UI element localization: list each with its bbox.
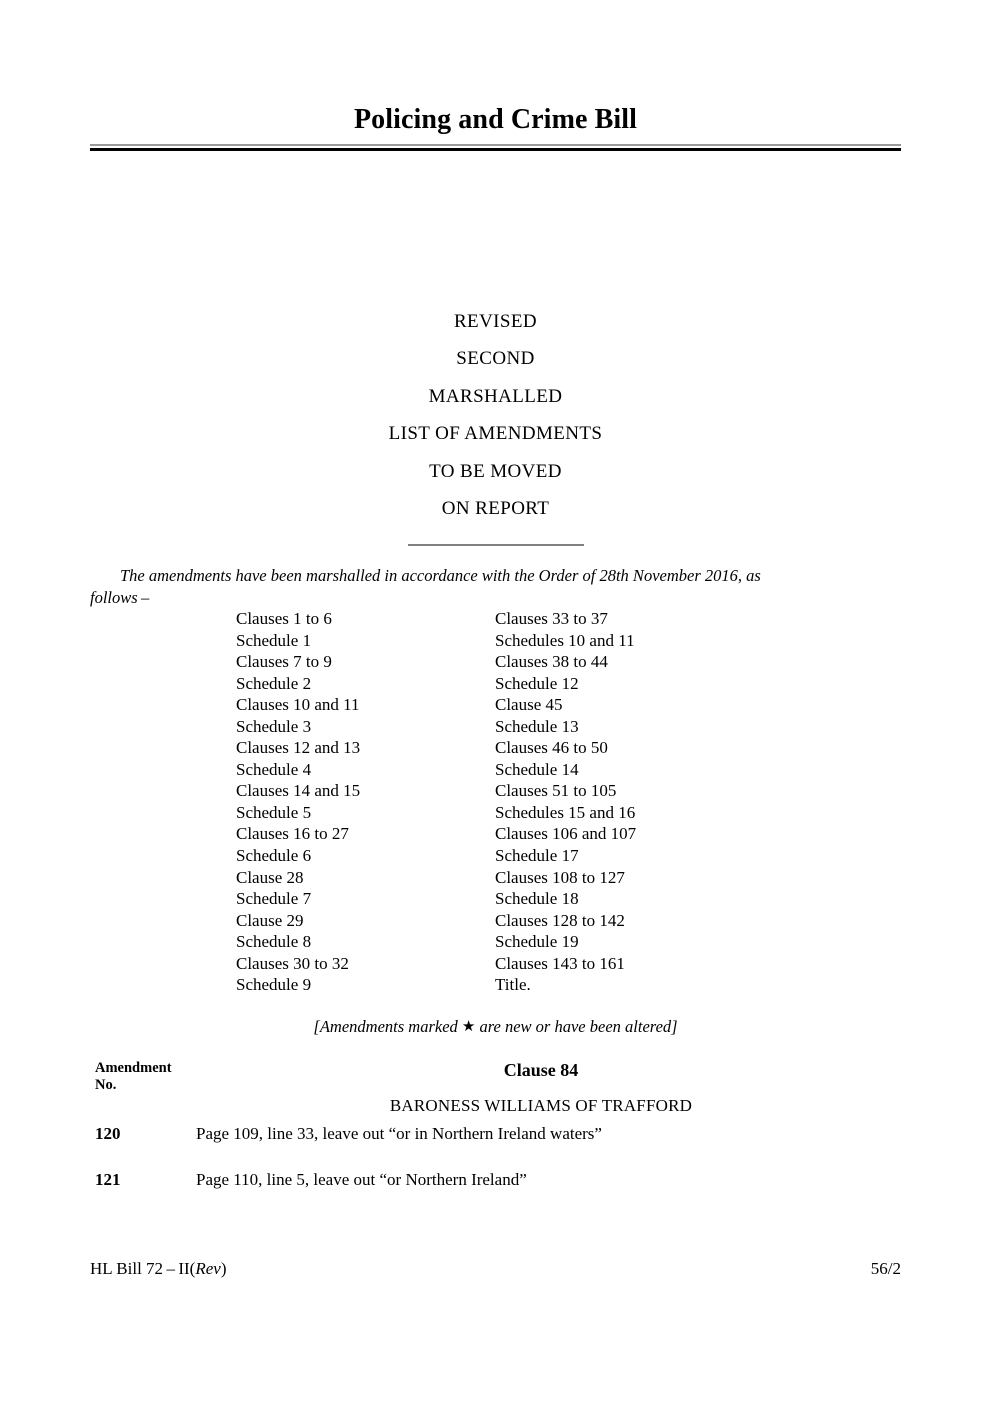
list-item: Schedule 12: [495, 673, 579, 693]
list-item: Schedule 19: [495, 932, 579, 952]
list-item: Schedule 9: [236, 975, 312, 995]
list-item: Clauses 33 to 37: [495, 609, 608, 628]
list-item: Clauses 128 to 142: [495, 910, 625, 930]
list-item: Clauses 46 to 50: [495, 738, 608, 758]
intro-text-line-1: The amendments have been marshalled in accordance with the Order of 28th November 2016, as: [120, 566, 761, 585]
list-item: Schedule 1: [236, 630, 312, 650]
list-item: Clauses 143 to 161: [495, 953, 625, 973]
page-footer: [90, 1259, 901, 1279]
amendment-number: 120: [95, 1124, 121, 1143]
list-item: Clauses 106 and 107: [495, 824, 637, 844]
heading-line-second: SECOND: [456, 348, 535, 370]
list-item: Clauses 51 to 105: [495, 781, 617, 801]
footer-bill-prefix: HL Bill 72 – II(: [90, 1259, 196, 1278]
list-item: Title.: [495, 975, 531, 995]
amendment-number: 121: [95, 1170, 121, 1189]
list-item: Schedule 14: [495, 759, 579, 779]
section-divider-rule: [408, 544, 584, 546]
rule-thick-line: [90, 148, 901, 151]
amendment-text: Page 110, line 5, leave out “or Northern Ireland”: [196, 1170, 527, 1189]
heading-line-to-be-moved: TO BE MOVED: [429, 460, 562, 482]
amendment-row: [95, 1170, 895, 1216]
star-icon: ★: [461, 1019, 476, 1035]
list-item: Schedule 18: [495, 889, 579, 909]
footer-bill-suffix: ): [220, 1259, 227, 1278]
footer-bill-reference: [90, 1259, 227, 1279]
heading-stack: [0, 303, 991, 527]
heading-line-marshalled: MARSHALLED: [428, 385, 563, 407]
heading-line-revised: REVISED: [453, 311, 538, 332]
star-note-prefix: [Amendments marked: [313, 1017, 462, 1036]
list-item: Clauses 12 and 13: [236, 738, 361, 758]
footer-bill-rev: Rev: [195, 1259, 221, 1278]
list-item: Clauses 30 to 32: [236, 953, 349, 973]
list-item: Schedules 10 and 11: [495, 630, 635, 650]
list-item: Schedule 8: [236, 932, 312, 952]
amendment-row: [95, 1124, 895, 1170]
footer-page-number: 56/2: [870, 1259, 901, 1278]
list-item: Clauses 108 to 127: [495, 867, 625, 887]
list-item: Clauses 10 and 11: [236, 695, 360, 715]
list-item: Schedule 4: [236, 759, 312, 779]
list-item: Clauses 1 to 6: [236, 609, 332, 628]
list-item: Schedule 7: [236, 889, 312, 909]
list-item: Schedules 15 and 16: [495, 802, 636, 822]
list-item: Clauses 16 to 27: [236, 824, 349, 844]
heading-line-on-report: ON REPORT: [441, 498, 550, 520]
list-item: Clauses 38 to 44: [495, 652, 608, 672]
contents-column-right: [495, 608, 636, 996]
heading-line-list-of-amendments: LIST OF AMENDMENTS: [388, 423, 603, 445]
list-item: Schedule 3: [236, 716, 312, 736]
contents-column-left: [236, 608, 360, 996]
list-item: Clauses 7 to 9: [236, 652, 332, 672]
intro-paragraph: [90, 565, 901, 609]
amendment-list: [95, 1124, 895, 1216]
star-note-suffix: are new or have been altered]: [475, 1017, 678, 1036]
amendment-header-line-2: No.: [95, 1076, 117, 1093]
title-double-rule: [90, 144, 901, 151]
list-item: Schedule 2: [236, 673, 312, 693]
list-item: Clauses 14 and 15: [236, 781, 361, 801]
list-item: Schedule 17: [495, 846, 579, 866]
list-item: Clause 29: [236, 910, 304, 930]
list-item: Schedule 6: [236, 846, 312, 866]
star-note: [0, 1017, 991, 1037]
list-item: Schedule 5: [236, 802, 312, 822]
list-item: Schedule 13: [495, 716, 579, 736]
member-name: BARONESS WILLIAMS OF TRAFFORD: [389, 1096, 693, 1115]
list-item: Clause 28: [236, 867, 304, 887]
page-title: Policing and Crime Bill: [353, 104, 638, 135]
intro-text-line-2: follows –: [90, 588, 150, 607]
amendment-header-line-1: Amendment: [95, 1060, 172, 1076]
amendment-text: Page 109, line 33, leave out “or in Northern Ireland waters”: [196, 1124, 602, 1143]
list-item: Clause 45: [495, 695, 563, 715]
clause-heading: Clause 84: [503, 1060, 579, 1080]
